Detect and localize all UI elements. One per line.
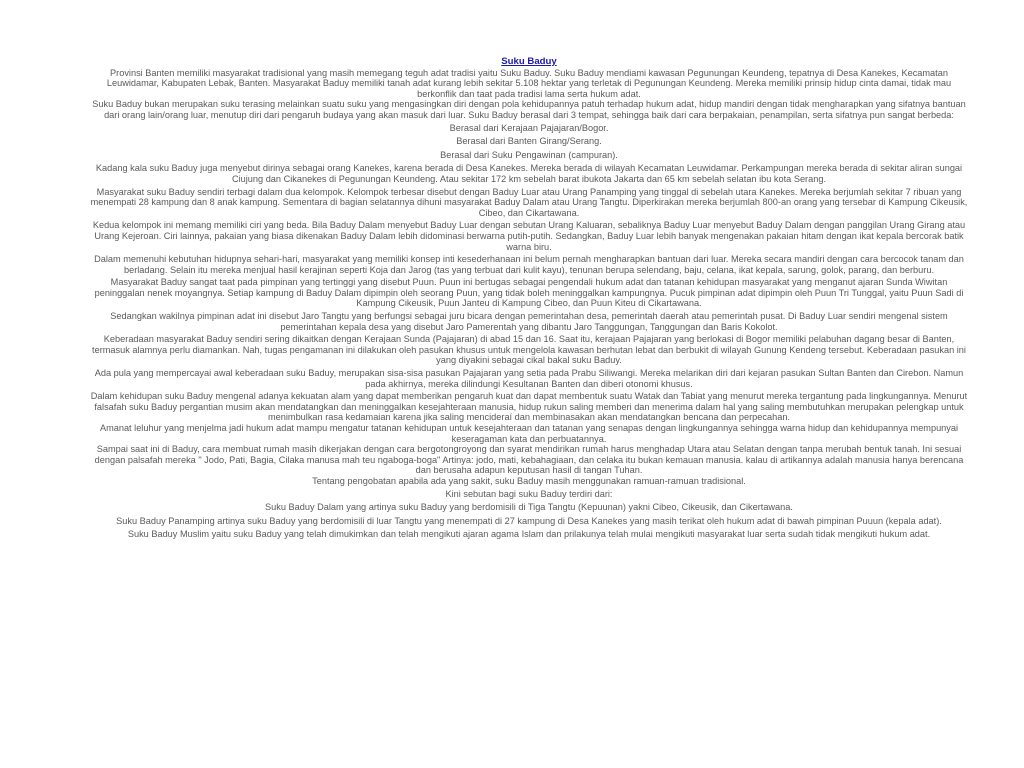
paragraph-ancestors: Amanat leluhur yang menjelma jadi hukum adat mampu mengatur tatanan kehidupan untuk kesejahteraan dan tatanan yang senapas dengan lingkungannya sehingga warna hidup dan kehidupannya mempunyai keseragaman kata dan perbuatannya. [99,423,959,444]
paragraph-kanekes: Kadang kala suku Baduy juga menyebut dirinya sebagai orang Kanekes, karena berada di Desa Kanekes. Mereka berada di wilayah Kecamatan Leuwidamar. Perkampungan mereka berada di sekitar aliran sungai Ciujung dan Cikanekes di Pegunungan Keundeng. Atau sekitar 172 km sebelah barat ibukota Jakarta dan 65 km sebelah selatan ibu kota Serang. [95,163,963,184]
paragraph-nature: Dalam kehidupan suku Baduy mengenal adanya kekuatan alam yang dapat memberikan pengaruh kuat dan dapat membentuk suatu Watak dan Tabiat yang menurut mereka tergantung pada lingkungannya. Menurut falsafah suku Baduy pergantian musim akan mendatangkan dan meninggalkan kesejahteraan manusia, hidup rukun saling memberi dan menerima dalam hal yang saling membutuhkan merupakan pelengkap untuk menimbulkan rasa kedamaian karena jika saling mencideraí dan membinasakan akan mendatangkan bencana dan perpecahan. [90,391,968,423]
paragraph-history: Keberadaan masyarakat Baduy sendiri sering dikaitkan dengan Kerajaan Sunda (Pajajaran) di abad 15 dan 16. Saat itu, kerajaan Pajajaran yang berlokasi di Bogor memiliki pelabuhan dagang besar di Banten, termasuk alamnya perlu diamankan. Nah, tugas pengamanan ini dilakukan oleh pasukan khusus untuk mengelola kawasan berhutan lebat dan berbukit di wilayah Gunung Kendeng tersebut. Keberadaan pasukan ini yang diyakini sebagai cikal bakal suku Baduy. [92,334,966,366]
list-item-baduy-dalam: Suku Baduy Dalam yang artinya suku Baduy yang berdomisili di Tiga Tangtu (Kepuunan) yakni Cibeo, Cikeusik, dan Cikertawana. [265,502,793,513]
paragraph-siliwangi: Ada pula yang mempercayai awal keberadaan suku Baduy, merupakan sisa-sisa pasukan Pajajaran yang setia pada Prabu Siliwangi. Mereka melarikan diri dari kejaran pasukan Sultan Banten dan Cirebon. Namun pada akhirnya, mereka dilindungi Kesultanan Banten dan diberi otonomi khusus. [94,368,964,389]
paragraph-groups: Masyarakat suku Baduy sendiri terbagi dalam dua kelompok. Kelompok terbesar disebut dengan Baduy Luar atau Urang Panamping yang tinggal di sebelah utara Kanekes. Mereka berjumlah sekitar 7 ribuan yang menempati 28 kampung dan 8 anak kampung. Sementara di bagian selatannya dihuni masyarakat Baduy Dalam atau Urang Tangtu. Diperkirakan mereka berjumlah 800-an orang yang tersebar di Kampung Cikeusik, Cibeo, dan Cikartawana. [90,186,968,218]
list-item-origin-2: Berasal dari Banten Girang/Serang. [456,136,602,147]
list-item-origin-1: Berasal dari Kerajaan Pajajaran/Bogor. [449,122,609,133]
paragraph-jaro: Sedangkan wakilnya pimpinan adat ini disebut Jaro Tangtu yang berfungsi sebagai juru bicara dengan pemerintahan desa, pemerintah daerah atau pemerintah pusat. Di Baduy Luar sendiri mengenal sistem pemerintahan kepala desa yang disebut Jaro Pamerentah yang dibantu Jaro Tanggungan, Tanggungan dan Baris Kokolot. [110,311,948,332]
paragraph-groups-heading: Kini sebutan bagi suku Baduy terdiri dari: [445,488,613,499]
document-body [86,56,972,543]
paragraph-origin: Suku Baduy bukan merupakan suku terasing melainkan suatu suku yang mengasingkan diri dengan pola kehidupannya patuh terhadap hukum adat, hidup mandiri dengan tidak mengharapkan yang sifatnya bantuan dari orang lain/orang luar, menutup diri dari pengaruh budaya yang akan masuk dari luar. Suku Baduy berasal dari 3 tempat, sehingga baik dari cara berpakaian, penampilan, serta sifatnya pun sangat berbeda: [92,99,966,120]
paragraph-livelihood: Dalam memenuhi kebutuhan hidupnya sehari-hari, masyarakat yang memiliki konsep inti kesederhanaan ini belum pernah mengharapkan bantuan dari luar. Mereka secara mandiri dengan cara bercocok tanam dan berladang. Selain itu mereka menjual hasil kerajinan seperti Koja dan Jarog (tas yang terbuat dari kulit kayu), tenunan berupa selendang, baju, celana, ikat kepala, sarung, golok, parang, dan berburu. [94,254,964,275]
title-row [86,56,972,68]
paragraph-medicine: Tentang pengobatan apabila ada yang sakit, suku Baduy masih menggunakan ramuan-ramuan tradisional. [312,475,746,486]
list-item-origin-3: Berasal dari Suku Pengawinan (campuran). [440,149,618,160]
paragraph-traits: Kedua kelompok ini memang memiliki ciri yang beda. Bila Baduy Dalam menyebut Baduy Luar dengan sebutan Urang Kaluaran, sebaliknya Baduy Luar menyebut Baduy Dalam dengan panggilan Urang Girang atau Urang Kejeroan. Ciri lainnya, pakaian yang biasa dikenakan Baduy Dalam lebih didominasi berwarna putih-putih. Sedangkan, Baduy Luar lebih banyak mengenakan pakaian hitam dengan ikat kepala bercorak batik warna biru. [92,220,966,252]
paragraph-houses: Sampai saat ini di Baduy, cara membuat rumah masih dikerjakan dengan cara bergotongroyong dan syarat mendirikan rumah harus menghadap Utara atau Selatan dengan tanpa merubah bentuk tanah. Ini sesuai dengan palsafah mereka " Jodo, Pati, Bagia, Cilaka manusa mah teu ngaboga-boga" Artinya: jodo, mati, kebahagiaan, dan celaka itu bukan kemauan manusia. kalau di artikannya adalah manusia hanya berencana dan berusaha adapun keputusan hasil di tangan Tuhan. [94,444,964,476]
paragraph-puun: Masyarakat Baduy sangat taat pada pimpinan yang tertinggi yang disebut Puun. Puun ini bertugas sebagai pengendali hukum adat dan tatanan kehidupan masyarakat yang menganut ajaran Sunda Wiwitan peninggalan nenek moyangnya. Setiap kampung di Baduy Dalam dipimpin oleh seorang Puun, yang tidak boleh meninggalkan kampungnya. Pucuk pimpinan adat dipimpin oleh Puun Tri Tunggal, yaitu Puun Sadi di Kampung Cikeusik, Puun Janteu di Kampung Cibeo, dan Puun Kiteu di Cikartawana. [94,277,964,309]
list-item-baduy-panamping: Suku Baduy Panamping artinya suku Baduy yang berdomisili di luar Tangtu yang menempati di 27 kampung di Desa Kanekes yang masih terikat oleh hukum adat di bawah pimpinan Puuun (kepala adat). [116,515,942,526]
list-item-baduy-muslim: Suku Baduy Muslim yaitu suku Baduy yang telah dimukimkan dan telah mengikuti ajaran agama Islam dan prilakunya telah mulai mengikuti masyarakat luar serta sudah tidak mengikuti hukum adat. [127,529,931,540]
paragraph-intro: Provinsi Banten memiliki masyarakat tradisional yang masih memegang teguh adat tradisi yaitu Suku Baduy. Suku Baduy mendiami kawasan Pegunungan Keundeng, tepatnya di Desa Kanekes, Kecamatan Leuwidamar, Kabupaten Lebak, Banten. Masyarakat Baduy memiliki tanah adat kurang lebih sekitar 5.108 hektar yang terletak di Pegunungan Keundeng. Mereka memiliki prinsip hidup cinta damai, tidak mau berkonflik dan taat pada tradisi lama serta hukum adat. [106,67,952,99]
document-title-link[interactable]: Suku Baduy [501,56,557,67]
